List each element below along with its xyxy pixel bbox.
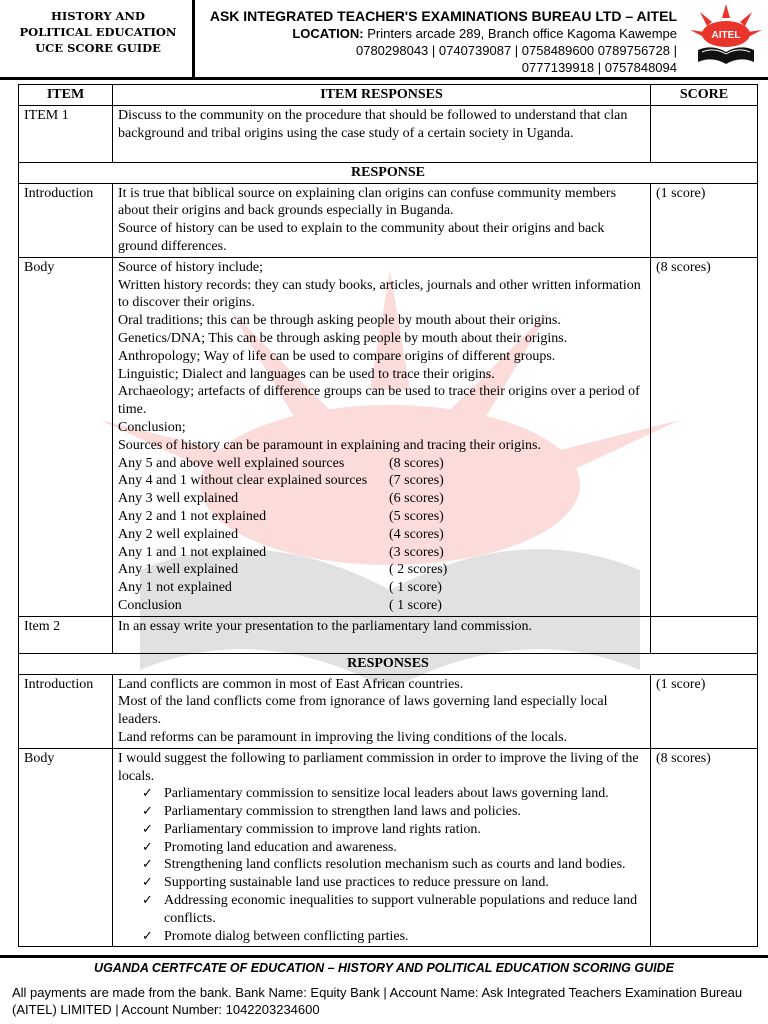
scale-label: Any 5 and above well explained sources (118, 455, 345, 471)
guide-title-line1: HISTORY AND (51, 9, 145, 23)
intro1-line: It is true that biblical source on explaining clan origins can confuse community members about their origins and back grounds especially in Buganda. (118, 185, 617, 219)
phones-line1: 0780298043 | 0740739087 | 0758489600 0789756728 | (355, 43, 677, 58)
footer-rule (0, 955, 768, 958)
item1-score (651, 105, 758, 162)
scale-row (118, 472, 645, 490)
response2-heading-row (19, 653, 758, 674)
body1-line: Oral traditions; this can be through asking people by mouth about their origins. (118, 313, 561, 329)
guide-title-line2: POLITICAL EDUCATION (19, 25, 177, 39)
intro2-score: (1 score) (651, 674, 758, 748)
intro2-line: Land reforms can be paramount in improving the living conditions of the locals. (118, 729, 568, 745)
body1-line: Anthropology; Way of life can be used to compare origins of different groups. (118, 348, 556, 364)
scale-row (118, 561, 645, 579)
intro2-row (19, 674, 758, 748)
body2-row (19, 748, 758, 947)
header-item-responses: ITEM RESPONSES (113, 85, 651, 106)
scale-score: (6 scores) (389, 491, 444, 507)
scale-score: (5 scores) (389, 508, 444, 524)
scale-label: Any 2 well explained (118, 526, 239, 542)
header-divider (192, 0, 195, 78)
body2-points (118, 785, 645, 945)
body2-point: ✓ Promote dialog between conflicting parties. (142, 928, 645, 946)
scoring-table (18, 84, 758, 947)
body2-score: (8 scores) (651, 748, 758, 947)
scale-row (118, 579, 645, 597)
body1-text (113, 257, 651, 616)
scale-score: (8 scores) (389, 455, 444, 471)
scale-label: Any 4 and 1 without clear explained sources (118, 473, 368, 489)
body2-point: ✓ Parliamentary commission to strengthen land laws and policies. (142, 803, 645, 821)
item1-label: ITEM 1 (19, 105, 113, 162)
scale-label: Any 1 and 1 not explained (118, 544, 267, 560)
footer-title: UGANDA CERTFCATE OF EDUCATION – HISTORY AND POLITICAL EDUCATION SCORING GUIDE (94, 961, 674, 975)
intro1-score: (1 score) (651, 183, 758, 257)
body2-point: ✓ Parliamentary commission to sensitize local leaders about laws governing land. (142, 785, 645, 803)
logo-text: AITEL (711, 30, 741, 41)
body1-line: Sources of history can be paramount in explaining and tracing their origins. (118, 437, 542, 453)
scale-score: (7 scores) (389, 473, 444, 489)
scale-score: ( 2 scores) (389, 562, 448, 578)
item1-question: Discuss to the community on the procedure that should be followed to understand that clan background and tribal origins using the case study of a certain society in Uganda. (113, 105, 651, 162)
scale-row (118, 490, 645, 508)
scale-label: Any 3 well explained (118, 491, 239, 507)
intro1-line: Source of history can be used to explain to the community about their origins and back ground differences. (118, 221, 605, 254)
scale-label: Conclusion (118, 597, 182, 613)
body2-point: ✓ Addressing economic inequalities to support vulnerable populations and reduce land conflicts. (142, 892, 645, 928)
scale-row (118, 544, 645, 562)
body2-text (113, 748, 651, 947)
response1-heading: RESPONSE (19, 162, 758, 183)
intro2-label: Introduction (19, 674, 113, 748)
scale-label: Any 2 and 1 not explained (118, 508, 267, 524)
body2-point: ✓ Parliamentary commission to improve land rights ration. (142, 821, 645, 839)
intro2-text (113, 674, 651, 748)
table-header-row (19, 85, 758, 106)
aitel-logo (690, 4, 762, 68)
item2-score (651, 616, 758, 653)
scale-score: (3 scores) (389, 544, 444, 560)
body1-row (19, 257, 758, 616)
org-location (205, 25, 677, 42)
payment-line2: (AITEL) LIMITED | Account Number: 1042203234600 (12, 1002, 320, 1017)
payment-line1: All payments are made from the bank. Bank Name: Equity Bank | Account Name: Ask Integrated Teachers Examination Bureau (12, 985, 743, 1000)
body2-point: ✓ Strengthening land conflicts resolution mechanism such as courts and land bodies. (142, 856, 645, 874)
body1-score: (8 scores) (651, 257, 758, 616)
body1-line: Linguistic; Dialect and languages can be used to trace their origins. (118, 366, 495, 382)
intro1-text (113, 183, 651, 257)
item1-row (19, 105, 758, 162)
scale-row (118, 597, 645, 615)
scale-row (118, 455, 645, 473)
response1-heading-row (19, 162, 758, 183)
scale-row (118, 526, 645, 544)
org-name: ASK INTEGRATED TEACHER'S EXAMINATIONS BUREAU LTD – AITEL (209, 8, 677, 24)
body1-line: Written history records: they can study books, articles, journals and other written information to discover their origins. (118, 277, 641, 311)
location-label: LOCATION: (292, 26, 364, 41)
scale-score: ( 1 score) (389, 597, 442, 613)
guide-title (12, 8, 184, 56)
body1-line: Source of history include; (118, 259, 264, 275)
intro2-line: Most of the land conflicts come from ignorance of laws governing land especially local leaders. (118, 694, 608, 728)
scale-label: Any 1 not explained (118, 580, 232, 596)
header-item: ITEM (19, 85, 113, 106)
body1-line: Conclusion; (118, 419, 186, 435)
body1-line: Genetics/DNA; This can be through asking people by mouth about their origins. (118, 330, 568, 346)
intro2-line: Land conflicts are common in most of East African countries. (118, 676, 464, 692)
scale-score: ( 1 score) (389, 580, 442, 596)
location-text: Printers arcade 289, Branch office Kagoma Kawempe (363, 26, 677, 41)
body1-line: Archaeology; artefacts of difference groups can be used to trace their origins over a period of time. (118, 384, 640, 418)
payment-info (12, 984, 752, 1018)
scale-row (118, 508, 645, 526)
intro1-row (19, 183, 758, 257)
guide-title-line3: UCE SCORE GUIDE (35, 41, 161, 55)
header-score: SCORE (651, 85, 758, 106)
body2-point: ✓ Promoting land education and awareness. (142, 839, 645, 857)
body2-label: Body (19, 748, 113, 947)
header-rule (0, 77, 768, 80)
item2-label: Item 2 (19, 616, 113, 653)
phones-line2: 0777139918 | 0757848094 (521, 60, 677, 75)
body2-point: ✓ Supporting sustainable land use practices to reduce pressure on land. (142, 874, 645, 892)
item2-question: In an essay write your presentation to the parliamentary land commission. (113, 616, 651, 653)
body1-label: Body (19, 257, 113, 616)
intro1-label: Introduction (19, 183, 113, 257)
item2-row (19, 616, 758, 653)
body2-lead: I would suggest the following to parliament commission in order to improve the living of the locals. (118, 750, 639, 784)
org-info (205, 8, 677, 76)
scale-score: (4 scores) (389, 526, 444, 542)
response2-heading: RESPONSES (19, 653, 758, 674)
scale-label: Any 1 well explained (118, 562, 239, 578)
